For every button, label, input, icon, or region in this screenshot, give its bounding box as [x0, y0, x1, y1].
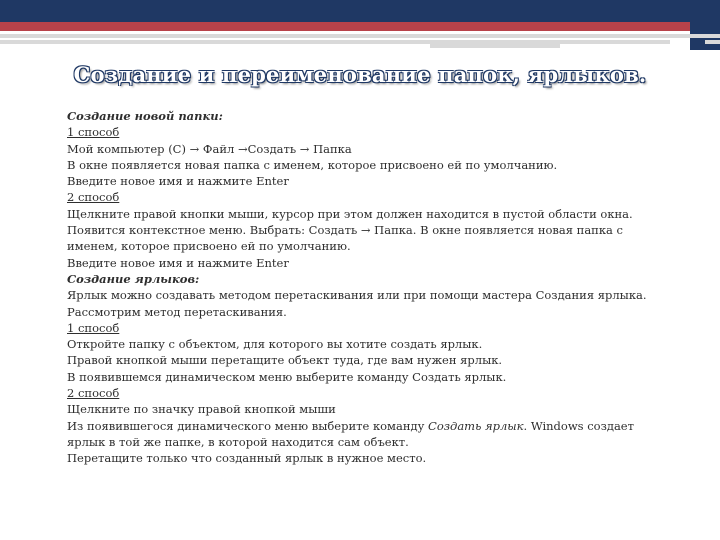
create-shortcut-command: Создать ярлык	[428, 418, 524, 433]
folder-method1-label: 1 способ	[67, 125, 120, 140]
shortcut-section-heading: Создание ярлыков:	[67, 271, 200, 286]
folder-method1-step: Мой компьютер (С) → Файл →Создать → Папка	[67, 141, 352, 156]
shortcut-method2-step-text: Из появившегося динамического меню выберите команду	[67, 418, 429, 433]
folder-section-heading: Создание новой папки:	[67, 109, 223, 123]
shortcut-method2-step-text: . Windows создает ярлык в той же папке, в которой находится сам объект.	[67, 418, 634, 449]
folder-method1-step: Введите новое имя и нажмите Enter	[67, 174, 289, 189]
shortcut-method1-step: Откройте папку с объектом, для которого вы хотите создать ярлык.	[67, 337, 483, 352]
header-divider-line	[705, 40, 720, 44]
slide-body	[67, 108, 662, 467]
header-red-stripe	[0, 22, 720, 31]
header-divider-line	[430, 44, 560, 48]
folder-method2-label: 2 способ	[67, 190, 120, 205]
header-divider-line	[0, 34, 720, 38]
shortcut-method2-step: Перетащите только что созданный ярлык в нужное место.	[67, 451, 427, 466]
shortcut-method2-label: 2 способ	[67, 386, 120, 401]
shortcut-method2-step: Щелкните по значку правой кнопкой мыши	[67, 402, 336, 417]
shortcut-intro: Ярлык можно создавать методом перетаскивания или при помощи мастера Создания ярлыка.	[67, 288, 647, 303]
slide-title: Создание и переименование папок, ярлыков.	[73, 62, 647, 87]
folder-method1-step: В окне появляется новая папка с именем, которое присвоено ей по умолчанию.	[67, 157, 558, 172]
folder-method2-step: Щелкните правой кнопки мыши, курсор при этом должен находится в пустой области окна. Появится контекстное меню. Выбрать: Создать → Папка. В окне появляется новая папка с именем, которое присвоено ей по умолчанию.	[67, 206, 633, 254]
folder-method2-step: Введите новое имя и нажмите Enter	[67, 255, 289, 270]
shortcut-method1-label: 1 способ	[67, 320, 120, 335]
shortcut-method1-step: Правой кнопкой мыши перетащите объект туда, где вам нужен ярлык.	[67, 353, 503, 368]
header-dark-bar	[0, 0, 720, 22]
shortcut-method1-step: В появившемся динамическом меню выберите команду Создать ярлык.	[67, 369, 507, 384]
shortcut-intro: Рассмотрим метод перетаскивания.	[67, 304, 287, 319]
shortcut-method2-step	[67, 418, 662, 451]
